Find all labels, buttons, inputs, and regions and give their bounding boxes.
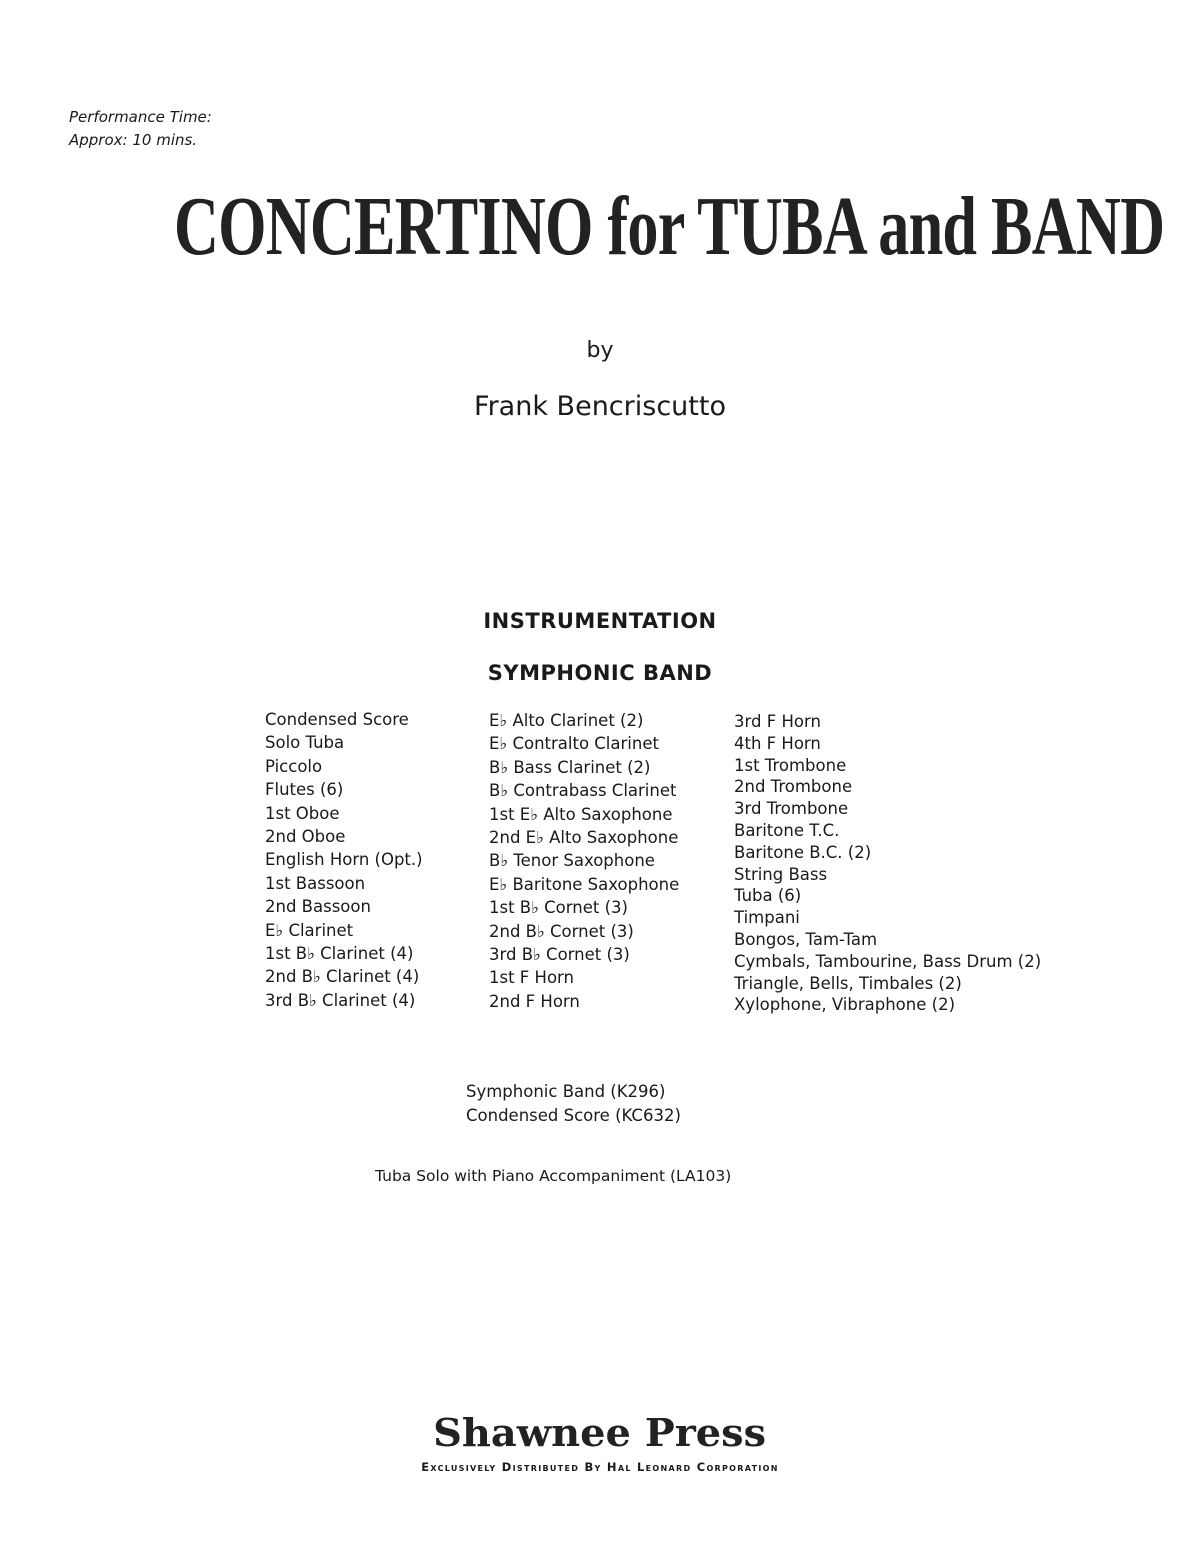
instrument-item: Baritone B.C. (2)	[734, 842, 872, 862]
instrument-column-3	[734, 711, 1041, 1016]
instrument-item: 1st Bassoon	[265, 873, 366, 893]
instrument-item: B♭ Contrabass Clarinet	[489, 781, 677, 801]
instrument-item: Baritone T.C.	[734, 820, 840, 840]
publisher-name: Shawnee Press	[433, 1410, 767, 1455]
instrument-item: Bongos, Tam-Tam	[734, 929, 878, 949]
band-heading: SYMPHONIC BAND	[487, 661, 713, 685]
instrument-item: E♭ Clarinet	[265, 920, 354, 940]
instrument-item: Xylophone, Vibraphone (2)	[734, 995, 956, 1015]
publications	[466, 1080, 681, 1128]
instrument-item: B♭ Tenor Saxophone	[489, 851, 655, 871]
instrument-column-2	[489, 709, 679, 1013]
instrument-item: 1st E♭ Alto Saxophone	[489, 804, 673, 824]
instrument-item: E♭ Alto Clarinet (2)	[489, 711, 644, 730]
composer: Frank Bencriscutto	[474, 391, 726, 422]
instrument-column-1	[265, 708, 423, 1012]
instrument-item: 4th F Horn	[734, 733, 821, 753]
instrumentation-heading: INSTRUMENTATION	[483, 609, 717, 633]
instrument-item: 3rd B♭ Clarinet (4)	[265, 990, 416, 1010]
instrument-item: Condensed Score	[265, 710, 409, 729]
piano-edition: Tuba Solo with Piano Accompaniment (LA103)	[375, 1167, 732, 1185]
instrument-item: 2nd F Horn	[489, 991, 580, 1011]
publication-item: Condensed Score (KC632)	[466, 1106, 681, 1125]
title-block	[0, 178, 1200, 275]
instrument-item: 1st B♭ Clarinet (4)	[265, 943, 414, 963]
instrument-item: 2nd Trombone	[734, 777, 853, 797]
performance-time-label: Performance Time:	[69, 108, 212, 126]
instrument-item: 3rd F Horn	[734, 712, 821, 731]
instrument-item: Cymbals, Tambourine, Bass Drum (2)	[734, 951, 1042, 971]
instrument-item: String Bass	[734, 864, 828, 884]
instrument-item: E♭ Baritone Saxophone	[489, 874, 680, 894]
instrument-item: Triangle, Bells, Timbales (2)	[734, 973, 962, 993]
instrument-item: 2nd B♭ Clarinet (4)	[265, 967, 420, 987]
instrument-item: 1st Trombone	[734, 755, 847, 775]
instrument-item: Piccolo	[265, 756, 323, 776]
instrument-item: Flutes (6)	[265, 780, 344, 800]
instrument-item: 2nd E♭ Alto Saxophone	[489, 827, 679, 847]
instrument-item: 3rd Trombone	[734, 799, 849, 819]
instrument-item: 2nd Oboe	[265, 826, 346, 846]
instrument-item: Solo Tuba	[265, 733, 345, 753]
instrument-item: English Horn (Opt.)	[265, 850, 423, 870]
page-title: CONCERTINO for TUBA and BAND	[173, 180, 1165, 273]
instrument-item: Timpani	[734, 908, 800, 928]
publication-item: Symphonic Band (K296)	[466, 1082, 666, 1101]
instrument-item: 2nd B♭ Cornet (3)	[489, 921, 634, 941]
instrument-item: 3rd B♭ Cornet (3)	[489, 944, 630, 964]
instrument-item: 2nd Bassoon	[265, 897, 371, 917]
instrument-item: 1st F Horn	[489, 968, 574, 988]
instrument-item: 1st B♭ Cornet (3)	[489, 898, 628, 918]
instrument-item: E♭ Contralto Clarinet	[489, 734, 659, 754]
instrument-item: Tuba (6)	[734, 886, 802, 906]
distributor-line: Exclusively Distributed By Hal Leonard Corporation	[421, 1460, 779, 1474]
instrument-item: 1st Oboe	[265, 803, 340, 823]
performance-time	[69, 106, 212, 152]
instrument-item: B♭ Bass Clarinet (2)	[489, 757, 651, 777]
by-label: by	[586, 338, 614, 363]
performance-time-value: Approx: 10 mins.	[69, 131, 198, 149]
publisher-logo	[0, 1410, 1200, 1455]
